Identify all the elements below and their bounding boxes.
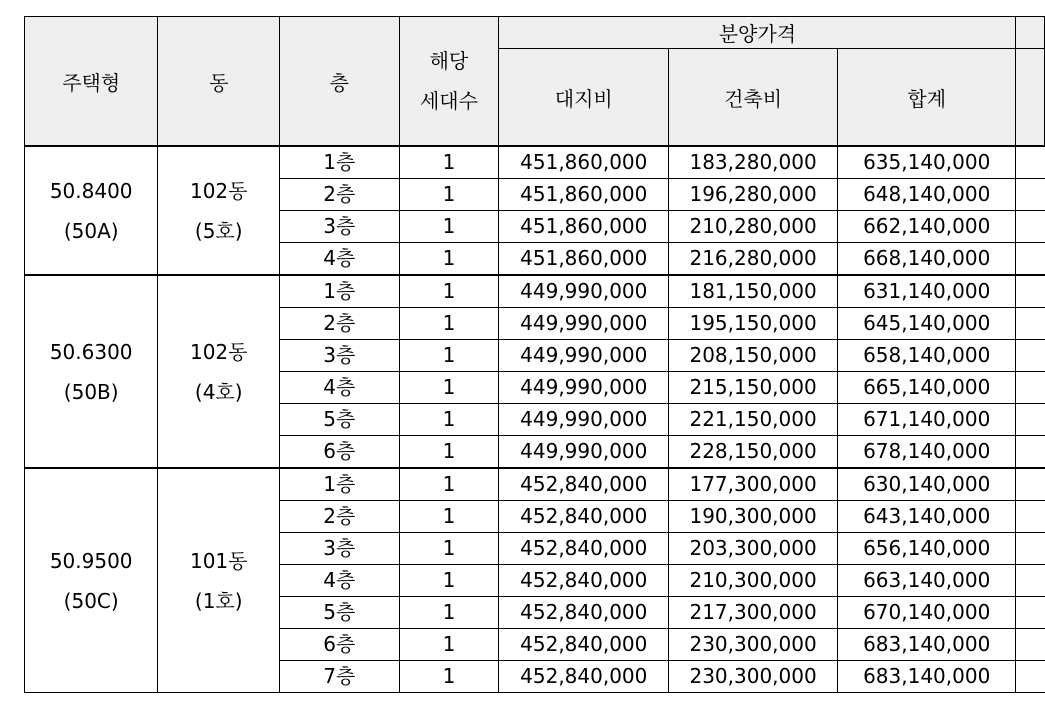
floor-cell: 2층 xyxy=(280,179,399,211)
housing-type-area: 50.8400 xyxy=(49,178,133,203)
cut-off-cell xyxy=(1016,565,1045,597)
table-row xyxy=(25,275,1045,308)
table-header xyxy=(25,17,1045,147)
total-cell: 656,140,000 xyxy=(838,533,1016,565)
units-cell: 1 xyxy=(399,211,499,243)
construction-cost-cell: 195,150,000 xyxy=(669,308,838,340)
land-cost-cell: 452,840,000 xyxy=(499,565,669,597)
cut-off-cell xyxy=(1016,533,1045,565)
housing-type-code: (50B) xyxy=(63,379,119,404)
header-cut-off xyxy=(1016,17,1045,49)
total-cell: 645,140,000 xyxy=(838,308,1016,340)
units-cell: 1 xyxy=(399,179,499,211)
total-cell: 658,140,000 xyxy=(838,340,1016,372)
cut-off-cell xyxy=(1016,404,1045,436)
header-land-cost: 대지비 xyxy=(499,49,669,147)
floor-cell: 3층 xyxy=(280,340,399,372)
cut-off-cell xyxy=(1016,661,1045,693)
units-cell: 1 xyxy=(399,146,499,179)
floor-cell: 4층 xyxy=(280,565,399,597)
construction-cost-cell: 177,300,000 xyxy=(669,468,838,501)
total-cell: 668,140,000 xyxy=(838,243,1016,276)
construction-cost-cell: 221,150,000 xyxy=(669,404,838,436)
land-cost-cell: 451,860,000 xyxy=(499,146,669,179)
floor-cell: 6층 xyxy=(280,436,399,469)
floor-cell: 3층 xyxy=(280,533,399,565)
construction-cost-cell: 216,280,000 xyxy=(669,243,838,276)
building-unit-count: (4호) xyxy=(194,379,243,404)
construction-cost-cell: 181,150,000 xyxy=(669,275,838,308)
cut-off-cell xyxy=(1016,211,1045,243)
header-building: 동 xyxy=(158,17,280,147)
building-unit-count: (5호) xyxy=(194,218,243,243)
construction-cost-cell: 210,280,000 xyxy=(669,211,838,243)
total-cell: 631,140,000 xyxy=(838,275,1016,308)
cut-off-cell xyxy=(1016,597,1045,629)
housing-type-cell xyxy=(25,468,158,693)
building-name: 102동 xyxy=(189,339,248,364)
construction-cost-cell: 217,300,000 xyxy=(669,597,838,629)
header-housing-type: 주택형 xyxy=(25,17,158,147)
land-cost-cell: 452,840,000 xyxy=(499,597,669,629)
units-cell: 1 xyxy=(399,404,499,436)
floor-cell: 2층 xyxy=(280,308,399,340)
construction-cost-cell: 203,300,000 xyxy=(669,533,838,565)
cut-off-cell xyxy=(1016,372,1045,404)
floor-cell: 4층 xyxy=(280,243,399,276)
construction-cost-cell: 190,300,000 xyxy=(669,501,838,533)
land-cost-cell: 449,990,000 xyxy=(499,340,669,372)
building-name: 102동 xyxy=(189,178,248,203)
land-cost-cell: 452,840,000 xyxy=(499,629,669,661)
total-cell: 665,140,000 xyxy=(838,372,1016,404)
land-cost-cell: 451,860,000 xyxy=(499,179,669,211)
header-construction-cost: 건축비 xyxy=(669,49,838,147)
land-cost-cell: 449,990,000 xyxy=(499,275,669,308)
header-units-line2: 세대수 xyxy=(419,89,478,113)
total-cell: 678,140,000 xyxy=(838,436,1016,469)
construction-cost-cell: 215,150,000 xyxy=(669,372,838,404)
units-cell: 1 xyxy=(399,372,499,404)
total-cell: 662,140,000 xyxy=(838,211,1016,243)
housing-type-area: 50.9500 xyxy=(49,548,133,573)
cut-off-cell xyxy=(1016,468,1045,501)
floor-cell: 1층 xyxy=(280,275,399,308)
floor-cell: 1층 xyxy=(280,146,399,179)
units-cell: 1 xyxy=(399,597,499,629)
building-cell xyxy=(158,275,280,468)
total-cell: 663,140,000 xyxy=(838,565,1016,597)
table-body xyxy=(25,146,1045,693)
building-cell xyxy=(158,468,280,693)
units-cell: 1 xyxy=(399,629,499,661)
units-cell: 1 xyxy=(399,661,499,693)
cut-off-cell xyxy=(1016,501,1045,533)
total-cell: 643,140,000 xyxy=(838,501,1016,533)
floor-cell: 2층 xyxy=(280,501,399,533)
floor-cell: 3층 xyxy=(280,211,399,243)
header-total: 합계 xyxy=(838,49,1016,147)
units-cell: 1 xyxy=(399,533,499,565)
land-cost-cell: 449,990,000 xyxy=(499,372,669,404)
land-cost-cell: 452,840,000 xyxy=(499,533,669,565)
cut-off-cell xyxy=(1016,146,1045,179)
units-cell: 1 xyxy=(399,308,499,340)
building-cell xyxy=(158,146,280,275)
building-unit-count: (1호) xyxy=(194,588,243,613)
floor-cell: 4층 xyxy=(280,372,399,404)
table-row xyxy=(25,468,1045,501)
housing-type-code: (50A) xyxy=(63,218,119,243)
land-cost-cell: 452,840,000 xyxy=(499,661,669,693)
header-units xyxy=(399,17,499,147)
land-cost-cell: 449,990,000 xyxy=(499,308,669,340)
floor-cell: 1층 xyxy=(280,468,399,501)
floor-cell: 5층 xyxy=(280,597,399,629)
construction-cost-cell: 210,300,000 xyxy=(669,565,838,597)
housing-type-area: 50.6300 xyxy=(49,339,133,364)
land-cost-cell: 449,990,000 xyxy=(499,436,669,469)
header-floor: 층 xyxy=(280,17,399,147)
construction-cost-cell: 196,280,000 xyxy=(669,179,838,211)
cut-off-cell xyxy=(1016,179,1045,211)
cut-off-cell xyxy=(1016,308,1045,340)
floor-cell: 6층 xyxy=(280,629,399,661)
total-cell: 635,140,000 xyxy=(838,146,1016,179)
total-cell: 630,140,000 xyxy=(838,468,1016,501)
table-row xyxy=(25,146,1045,179)
total-cell: 670,140,000 xyxy=(838,597,1016,629)
land-cost-cell: 452,840,000 xyxy=(499,501,669,533)
construction-cost-cell: 228,150,000 xyxy=(669,436,838,469)
units-cell: 1 xyxy=(399,468,499,501)
total-cell: 683,140,000 xyxy=(838,629,1016,661)
construction-cost-cell: 208,150,000 xyxy=(669,340,838,372)
housing-type-cell xyxy=(25,146,158,275)
land-cost-cell: 451,860,000 xyxy=(499,211,669,243)
header-price-group: 분양가격 xyxy=(499,17,1016,49)
building-name: 101동 xyxy=(189,548,248,573)
construction-cost-cell: 230,300,000 xyxy=(669,629,838,661)
land-cost-cell: 449,990,000 xyxy=(499,404,669,436)
floor-cell: 5층 xyxy=(280,404,399,436)
units-cell: 1 xyxy=(399,501,499,533)
units-cell: 1 xyxy=(399,565,499,597)
cut-off-cell xyxy=(1016,629,1045,661)
price-table xyxy=(24,16,1045,693)
units-cell: 1 xyxy=(399,275,499,308)
header-units-line1: 해당 xyxy=(429,49,469,73)
housing-type-cell xyxy=(25,275,158,468)
units-cell: 1 xyxy=(399,340,499,372)
units-cell: 1 xyxy=(399,243,499,276)
housing-type-code: (50C) xyxy=(63,588,119,613)
floor-cell: 7층 xyxy=(280,661,399,693)
land-cost-cell: 452,840,000 xyxy=(499,468,669,501)
construction-cost-cell: 183,280,000 xyxy=(669,146,838,179)
cut-off-cell xyxy=(1016,243,1045,276)
land-cost-cell: 451,860,000 xyxy=(499,243,669,276)
total-cell: 648,140,000 xyxy=(838,179,1016,211)
construction-cost-cell: 230,300,000 xyxy=(669,661,838,693)
cut-off-cell xyxy=(1016,340,1045,372)
cut-off-cell xyxy=(1016,275,1045,308)
total-cell: 671,140,000 xyxy=(838,404,1016,436)
total-cell: 683,140,000 xyxy=(838,661,1016,693)
units-cell: 1 xyxy=(399,436,499,469)
header-cut-off xyxy=(1016,49,1045,147)
cut-off-cell xyxy=(1016,436,1045,469)
